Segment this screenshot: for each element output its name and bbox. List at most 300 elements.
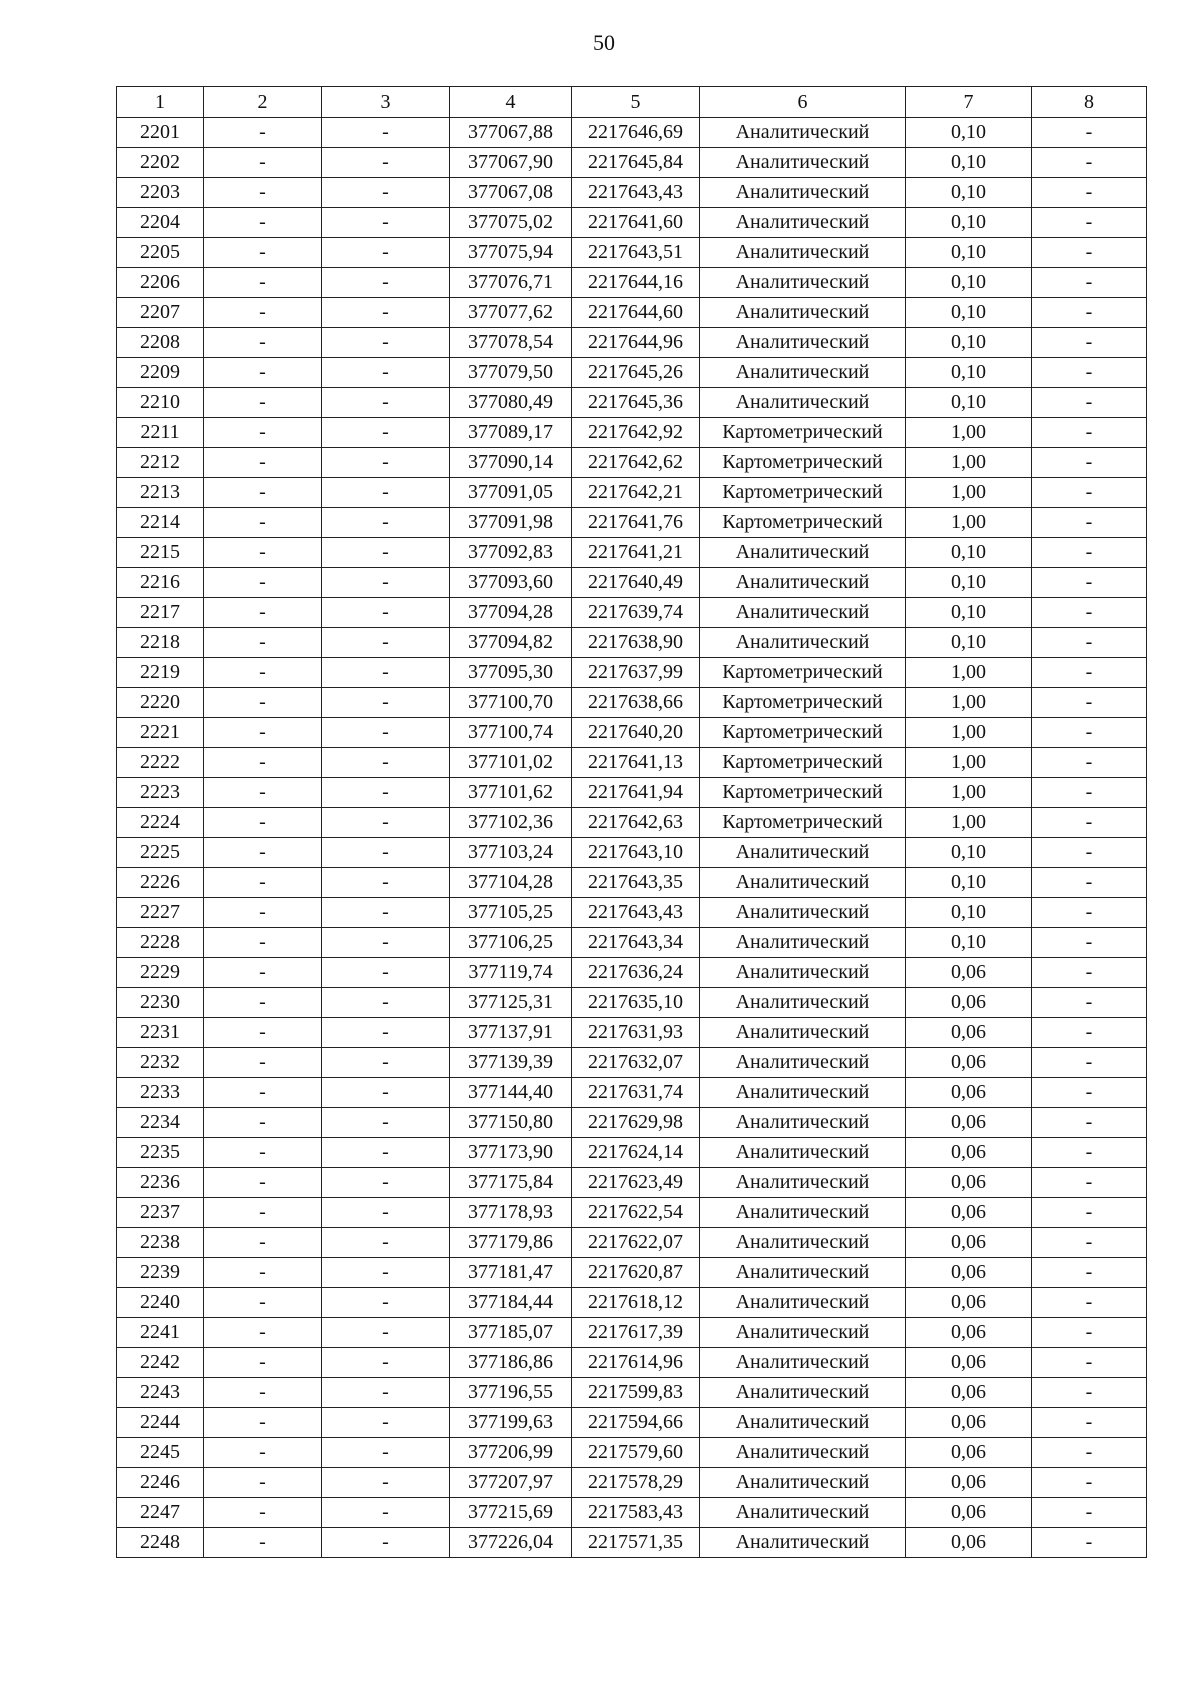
- cell-accuracy: 1,00: [906, 508, 1032, 538]
- cell-col-8: -: [1032, 1408, 1147, 1438]
- cell-accuracy: 1,00: [906, 718, 1032, 748]
- cell-coord-x: 377093,60: [450, 568, 572, 598]
- cell-point-number: 2225: [117, 838, 204, 868]
- cell-coord-y: 2217624,14: [572, 1138, 700, 1168]
- table-row: [117, 718, 1147, 748]
- cell-coord-x: 377100,74: [450, 718, 572, 748]
- cell-point-number: 2231: [117, 1018, 204, 1048]
- cell-col-3: -: [322, 1528, 450, 1558]
- cell-method: Картометрический: [700, 808, 906, 838]
- cell-coord-y: 2217638,90: [572, 628, 700, 658]
- column-header-7: 7: [906, 87, 1032, 118]
- table-row: [117, 478, 1147, 508]
- cell-method: Аналитический: [700, 928, 906, 958]
- cell-coord-y: 2217644,96: [572, 328, 700, 358]
- cell-col-8: -: [1032, 1048, 1147, 1078]
- cell-method: Аналитический: [700, 1378, 906, 1408]
- cell-method: Картометрический: [700, 418, 906, 448]
- cell-coord-y: 2217646,69: [572, 118, 700, 148]
- cell-col-8: -: [1032, 628, 1147, 658]
- cell-col-8: -: [1032, 1498, 1147, 1528]
- cell-accuracy: 0,06: [906, 1288, 1032, 1318]
- table-row: [117, 358, 1147, 388]
- cell-coord-y: 2217641,94: [572, 778, 700, 808]
- cell-coord-x: 377067,88: [450, 118, 572, 148]
- cell-method: Аналитический: [700, 1318, 906, 1348]
- cell-coord-y: 2217638,66: [572, 688, 700, 718]
- cell-col-2: -: [204, 178, 322, 208]
- table-row: [117, 598, 1147, 628]
- cell-coord-y: 2217631,93: [572, 1018, 700, 1048]
- cell-method: Картометрический: [700, 718, 906, 748]
- cell-method: Аналитический: [700, 298, 906, 328]
- cell-col-8: -: [1032, 1078, 1147, 1108]
- cell-col-2: -: [204, 1258, 322, 1288]
- cell-point-number: 2221: [117, 718, 204, 748]
- cell-accuracy: 0,10: [906, 628, 1032, 658]
- cell-accuracy: 0,06: [906, 1528, 1032, 1558]
- column-header-8: 8: [1032, 87, 1147, 118]
- cell-coord-y: 2217642,62: [572, 448, 700, 478]
- cell-col-8: -: [1032, 988, 1147, 1018]
- column-header-2: 2: [204, 87, 322, 118]
- cell-col-2: -: [204, 358, 322, 388]
- cell-coord-x: 377091,05: [450, 478, 572, 508]
- cell-method: Аналитический: [700, 118, 906, 148]
- cell-coord-x: 377184,44: [450, 1288, 572, 1318]
- cell-coord-x: 377226,04: [450, 1528, 572, 1558]
- table-row: [117, 958, 1147, 988]
- cell-coord-y: 2217614,96: [572, 1348, 700, 1378]
- cell-accuracy: 0,10: [906, 868, 1032, 898]
- cell-coord-x: 377186,86: [450, 1348, 572, 1378]
- table-row: [117, 688, 1147, 718]
- cell-col-3: -: [322, 1048, 450, 1078]
- cell-point-number: 2211: [117, 418, 204, 448]
- table-row: [117, 1198, 1147, 1228]
- cell-accuracy: 0,06: [906, 1108, 1032, 1138]
- cell-col-2: -: [204, 1498, 322, 1528]
- cell-method: Аналитический: [700, 1018, 906, 1048]
- cell-col-8: -: [1032, 1288, 1147, 1318]
- cell-col-3: -: [322, 358, 450, 388]
- table-row: [117, 328, 1147, 358]
- cell-accuracy: 0,10: [906, 178, 1032, 208]
- cell-col-8: -: [1032, 1468, 1147, 1498]
- cell-method: Аналитический: [700, 988, 906, 1018]
- cell-col-8: -: [1032, 568, 1147, 598]
- cell-col-2: -: [204, 478, 322, 508]
- cell-coord-y: 2217644,16: [572, 268, 700, 298]
- cell-method: Аналитический: [700, 358, 906, 388]
- cell-col-3: -: [322, 658, 450, 688]
- cell-col-8: -: [1032, 268, 1147, 298]
- table-row: [117, 1438, 1147, 1468]
- cell-col-8: -: [1032, 958, 1147, 988]
- cell-col-8: -: [1032, 538, 1147, 568]
- cell-col-3: -: [322, 118, 450, 148]
- cell-col-3: -: [322, 1288, 450, 1318]
- cell-coord-x: 377144,40: [450, 1078, 572, 1108]
- cell-accuracy: 0,10: [906, 118, 1032, 148]
- cell-accuracy: 1,00: [906, 448, 1032, 478]
- table-row: [117, 268, 1147, 298]
- cell-method: Картометрический: [700, 778, 906, 808]
- cell-point-number: 2238: [117, 1228, 204, 1258]
- cell-method: Аналитический: [700, 1498, 906, 1528]
- cell-coord-x: 377101,02: [450, 748, 572, 778]
- table-row: [117, 628, 1147, 658]
- cell-method: Аналитический: [700, 1168, 906, 1198]
- cell-col-8: -: [1032, 418, 1147, 448]
- cell-coord-x: 377089,17: [450, 418, 572, 448]
- cell-accuracy: 0,10: [906, 268, 1032, 298]
- cell-coord-y: 2217629,98: [572, 1108, 700, 1138]
- cell-coord-x: 377215,69: [450, 1498, 572, 1528]
- cell-col-8: -: [1032, 1108, 1147, 1138]
- cell-col-3: -: [322, 1348, 450, 1378]
- cell-coord-x: 377104,28: [450, 868, 572, 898]
- cell-point-number: 2247: [117, 1498, 204, 1528]
- cell-col-3: -: [322, 1138, 450, 1168]
- cell-accuracy: 1,00: [906, 658, 1032, 688]
- cell-col-2: -: [204, 568, 322, 598]
- cell-col-2: -: [204, 658, 322, 688]
- cell-method: Аналитический: [700, 1228, 906, 1258]
- table-row: [117, 898, 1147, 928]
- cell-col-2: -: [204, 448, 322, 478]
- cell-coord-y: 2217636,24: [572, 958, 700, 988]
- cell-coord-y: 2217644,60: [572, 298, 700, 328]
- table-row: [117, 808, 1147, 838]
- cell-point-number: 2207: [117, 298, 204, 328]
- cell-point-number: 2217: [117, 598, 204, 628]
- cell-col-3: -: [322, 1078, 450, 1108]
- cell-accuracy: 0,06: [906, 1498, 1032, 1528]
- cell-coord-x: 377080,49: [450, 388, 572, 418]
- cell-coord-y: 2217643,34: [572, 928, 700, 958]
- cell-point-number: 2222: [117, 748, 204, 778]
- page-number: 50: [593, 30, 615, 55]
- cell-accuracy: 0,10: [906, 598, 1032, 628]
- cell-method: Аналитический: [700, 1078, 906, 1108]
- cell-coord-y: 2217617,39: [572, 1318, 700, 1348]
- cell-col-2: -: [204, 718, 322, 748]
- table-row: [117, 1078, 1147, 1108]
- cell-point-number: 2228: [117, 928, 204, 958]
- table-header-row: [117, 87, 1147, 118]
- cell-col-8: -: [1032, 238, 1147, 268]
- cell-col-8: -: [1032, 1318, 1147, 1348]
- cell-coord-x: 377185,07: [450, 1318, 572, 1348]
- cell-coord-y: 2217641,76: [572, 508, 700, 538]
- cell-col-2: -: [204, 1468, 322, 1498]
- cell-col-3: -: [322, 388, 450, 418]
- table-row: [117, 1168, 1147, 1198]
- cell-coord-x: 377094,28: [450, 598, 572, 628]
- table-row: [117, 418, 1147, 448]
- cell-col-8: -: [1032, 1168, 1147, 1198]
- cell-coord-x: 377075,94: [450, 238, 572, 268]
- cell-col-3: -: [322, 208, 450, 238]
- cell-point-number: 2233: [117, 1078, 204, 1108]
- table-row: [117, 1258, 1147, 1288]
- cell-col-2: -: [204, 1318, 322, 1348]
- cell-method: Аналитический: [700, 898, 906, 928]
- cell-accuracy: 0,06: [906, 1078, 1032, 1108]
- cell-col-8: -: [1032, 898, 1147, 928]
- cell-accuracy: 0,06: [906, 958, 1032, 988]
- table-row: [117, 988, 1147, 1018]
- cell-coord-y: 2217620,87: [572, 1258, 700, 1288]
- cell-coord-y: 2217643,43: [572, 178, 700, 208]
- table-row: [117, 118, 1147, 148]
- cell-coord-x: 377175,84: [450, 1168, 572, 1198]
- cell-col-3: -: [322, 1408, 450, 1438]
- cell-col-2: -: [204, 868, 322, 898]
- cell-coord-x: 377076,71: [450, 268, 572, 298]
- cell-method: Картометрический: [700, 748, 906, 778]
- cell-coord-x: 377077,62: [450, 298, 572, 328]
- cell-point-number: 2235: [117, 1138, 204, 1168]
- cell-col-3: -: [322, 988, 450, 1018]
- cell-accuracy: 0,06: [906, 1168, 1032, 1198]
- cell-col-3: -: [322, 478, 450, 508]
- cell-col-2: -: [204, 118, 322, 148]
- cell-accuracy: 0,10: [906, 148, 1032, 178]
- cell-col-3: -: [322, 328, 450, 358]
- cell-col-8: -: [1032, 1198, 1147, 1228]
- cell-coord-x: 377137,91: [450, 1018, 572, 1048]
- cell-method: Аналитический: [700, 1408, 906, 1438]
- coordinates-table: [116, 86, 1147, 1558]
- cell-col-3: -: [322, 808, 450, 838]
- cell-method: Аналитический: [700, 1468, 906, 1498]
- cell-accuracy: 1,00: [906, 778, 1032, 808]
- cell-coord-y: 2217642,92: [572, 418, 700, 448]
- cell-col-3: -: [322, 148, 450, 178]
- table-row: [117, 1528, 1147, 1558]
- cell-col-2: -: [204, 808, 322, 838]
- cell-col-8: -: [1032, 718, 1147, 748]
- cell-coord-y: 2217623,49: [572, 1168, 700, 1198]
- cell-accuracy: 0,06: [906, 1318, 1032, 1348]
- cell-method: Картометрический: [700, 688, 906, 718]
- cell-coord-x: 377173,90: [450, 1138, 572, 1168]
- cell-coord-y: 2217631,74: [572, 1078, 700, 1108]
- cell-coord-x: 377067,08: [450, 178, 572, 208]
- cell-coord-y: 2217637,99: [572, 658, 700, 688]
- cell-point-number: 2237: [117, 1198, 204, 1228]
- cell-col-8: -: [1032, 1348, 1147, 1378]
- cell-col-3: -: [322, 898, 450, 928]
- cell-method: Картометрический: [700, 658, 906, 688]
- table-row: [117, 748, 1147, 778]
- cell-coord-y: 2217643,10: [572, 838, 700, 868]
- cell-col-2: -: [204, 1288, 322, 1318]
- cell-coord-x: 377094,82: [450, 628, 572, 658]
- table-row: [117, 388, 1147, 418]
- cell-accuracy: 0,06: [906, 1198, 1032, 1228]
- cell-col-3: -: [322, 1468, 450, 1498]
- column-header-5: 5: [572, 87, 700, 118]
- cell-coord-x: 377101,62: [450, 778, 572, 808]
- cell-col-3: -: [322, 1258, 450, 1288]
- cell-coord-x: 377103,24: [450, 838, 572, 868]
- cell-accuracy: 0,06: [906, 1378, 1032, 1408]
- cell-col-2: -: [204, 268, 322, 298]
- cell-method: Аналитический: [700, 1048, 906, 1078]
- cell-col-3: -: [322, 958, 450, 988]
- cell-point-number: 2212: [117, 448, 204, 478]
- cell-col-2: -: [204, 238, 322, 268]
- cell-method: Аналитический: [700, 1528, 906, 1558]
- cell-col-3: -: [322, 778, 450, 808]
- cell-col-8: -: [1032, 688, 1147, 718]
- cell-method: Аналитический: [700, 268, 906, 298]
- cell-coord-x: 377181,47: [450, 1258, 572, 1288]
- cell-method: Картометрический: [700, 448, 906, 478]
- cell-col-8: -: [1032, 358, 1147, 388]
- table-row: [117, 928, 1147, 958]
- cell-method: Картометрический: [700, 508, 906, 538]
- cell-point-number: 2218: [117, 628, 204, 658]
- cell-col-2: -: [204, 1078, 322, 1108]
- table-row: [117, 208, 1147, 238]
- table-row: [117, 508, 1147, 538]
- cell-method: Аналитический: [700, 1198, 906, 1228]
- table-row: [117, 538, 1147, 568]
- cell-col-3: -: [322, 1168, 450, 1198]
- cell-col-8: -: [1032, 868, 1147, 898]
- table-row: [117, 178, 1147, 208]
- cell-accuracy: 1,00: [906, 748, 1032, 778]
- cell-accuracy: 0,06: [906, 1408, 1032, 1438]
- cell-method: Аналитический: [700, 1288, 906, 1318]
- cell-col-3: -: [322, 1198, 450, 1228]
- cell-accuracy: 0,06: [906, 1048, 1032, 1078]
- cell-coord-x: 377078,54: [450, 328, 572, 358]
- column-header-3: 3: [322, 87, 450, 118]
- table-row: [117, 1108, 1147, 1138]
- cell-col-8: -: [1032, 838, 1147, 868]
- cell-col-2: -: [204, 748, 322, 778]
- cell-coord-x: 377100,70: [450, 688, 572, 718]
- cell-col-3: -: [322, 1318, 450, 1348]
- cell-col-2: -: [204, 1438, 322, 1468]
- cell-coord-x: 377105,25: [450, 898, 572, 928]
- table-row: [117, 1498, 1147, 1528]
- cell-coord-x: 377106,25: [450, 928, 572, 958]
- table-row: [117, 1288, 1147, 1318]
- cell-coord-x: 377178,93: [450, 1198, 572, 1228]
- cell-coord-y: 2217641,60: [572, 208, 700, 238]
- cell-coord-y: 2217635,10: [572, 988, 700, 1018]
- cell-col-8: -: [1032, 1378, 1147, 1408]
- cell-coord-x: 377150,80: [450, 1108, 572, 1138]
- cell-col-3: -: [322, 538, 450, 568]
- table-row: [117, 1018, 1147, 1048]
- cell-method: Аналитический: [700, 628, 906, 658]
- cell-point-number: 2232: [117, 1048, 204, 1078]
- cell-coord-y: 2217643,35: [572, 868, 700, 898]
- cell-method: Аналитический: [700, 1348, 906, 1378]
- cell-coord-y: 2217640,49: [572, 568, 700, 598]
- cell-method: Аналитический: [700, 1258, 906, 1288]
- cell-method: Аналитический: [700, 868, 906, 898]
- cell-coord-x: 377179,86: [450, 1228, 572, 1258]
- cell-col-3: -: [322, 748, 450, 778]
- cell-col-8: -: [1032, 808, 1147, 838]
- cell-method: Аналитический: [700, 178, 906, 208]
- cell-coord-y: 2217622,07: [572, 1228, 700, 1258]
- cell-col-2: -: [204, 1348, 322, 1378]
- cell-accuracy: 0,10: [906, 928, 1032, 958]
- table-row: [117, 448, 1147, 478]
- cell-method: Аналитический: [700, 958, 906, 988]
- cell-accuracy: 1,00: [906, 418, 1032, 448]
- cell-coord-x: 377075,02: [450, 208, 572, 238]
- cell-coord-x: 377102,36: [450, 808, 572, 838]
- cell-coord-y: 2217641,13: [572, 748, 700, 778]
- cell-col-3: -: [322, 838, 450, 868]
- cell-accuracy: 0,10: [906, 298, 1032, 328]
- table-row: [117, 868, 1147, 898]
- cell-point-number: 2239: [117, 1258, 204, 1288]
- cell-point-number: 2220: [117, 688, 204, 718]
- cell-coord-x: 377207,97: [450, 1468, 572, 1498]
- cell-coord-x: 377125,31: [450, 988, 572, 1018]
- cell-col-3: -: [322, 268, 450, 298]
- cell-point-number: 2203: [117, 178, 204, 208]
- cell-coord-y: 2217599,83: [572, 1378, 700, 1408]
- cell-method: Аналитический: [700, 598, 906, 628]
- cell-point-number: 2226: [117, 868, 204, 898]
- cell-col-8: -: [1032, 1228, 1147, 1258]
- cell-point-number: 2205: [117, 238, 204, 268]
- cell-point-number: 2244: [117, 1408, 204, 1438]
- cell-col-8: -: [1032, 298, 1147, 328]
- cell-col-3: -: [322, 448, 450, 478]
- cell-col-8: -: [1032, 118, 1147, 148]
- cell-coord-y: 2217594,66: [572, 1408, 700, 1438]
- cell-col-2: -: [204, 148, 322, 178]
- cell-accuracy: 0,10: [906, 358, 1032, 388]
- cell-method: Аналитический: [700, 148, 906, 178]
- cell-col-2: -: [204, 1138, 322, 1168]
- cell-col-2: -: [204, 958, 322, 988]
- cell-method: Аналитический: [700, 1108, 906, 1138]
- table-row: [117, 1228, 1147, 1258]
- cell-col-2: -: [204, 298, 322, 328]
- cell-col-3: -: [322, 418, 450, 448]
- cell-col-2: -: [204, 1378, 322, 1408]
- cell-point-number: 2223: [117, 778, 204, 808]
- cell-accuracy: 0,10: [906, 388, 1032, 418]
- table-row: [117, 568, 1147, 598]
- cell-point-number: 2234: [117, 1108, 204, 1138]
- cell-accuracy: 0,10: [906, 328, 1032, 358]
- table-row: [117, 1048, 1147, 1078]
- cell-col-2: -: [204, 598, 322, 628]
- column-header-6: 6: [700, 87, 906, 118]
- table-row: [117, 238, 1147, 268]
- cell-point-number: 2224: [117, 808, 204, 838]
- table-body: [117, 118, 1147, 1558]
- cell-col-3: -: [322, 718, 450, 748]
- cell-coord-y: 2217622,54: [572, 1198, 700, 1228]
- cell-point-number: 2201: [117, 118, 204, 148]
